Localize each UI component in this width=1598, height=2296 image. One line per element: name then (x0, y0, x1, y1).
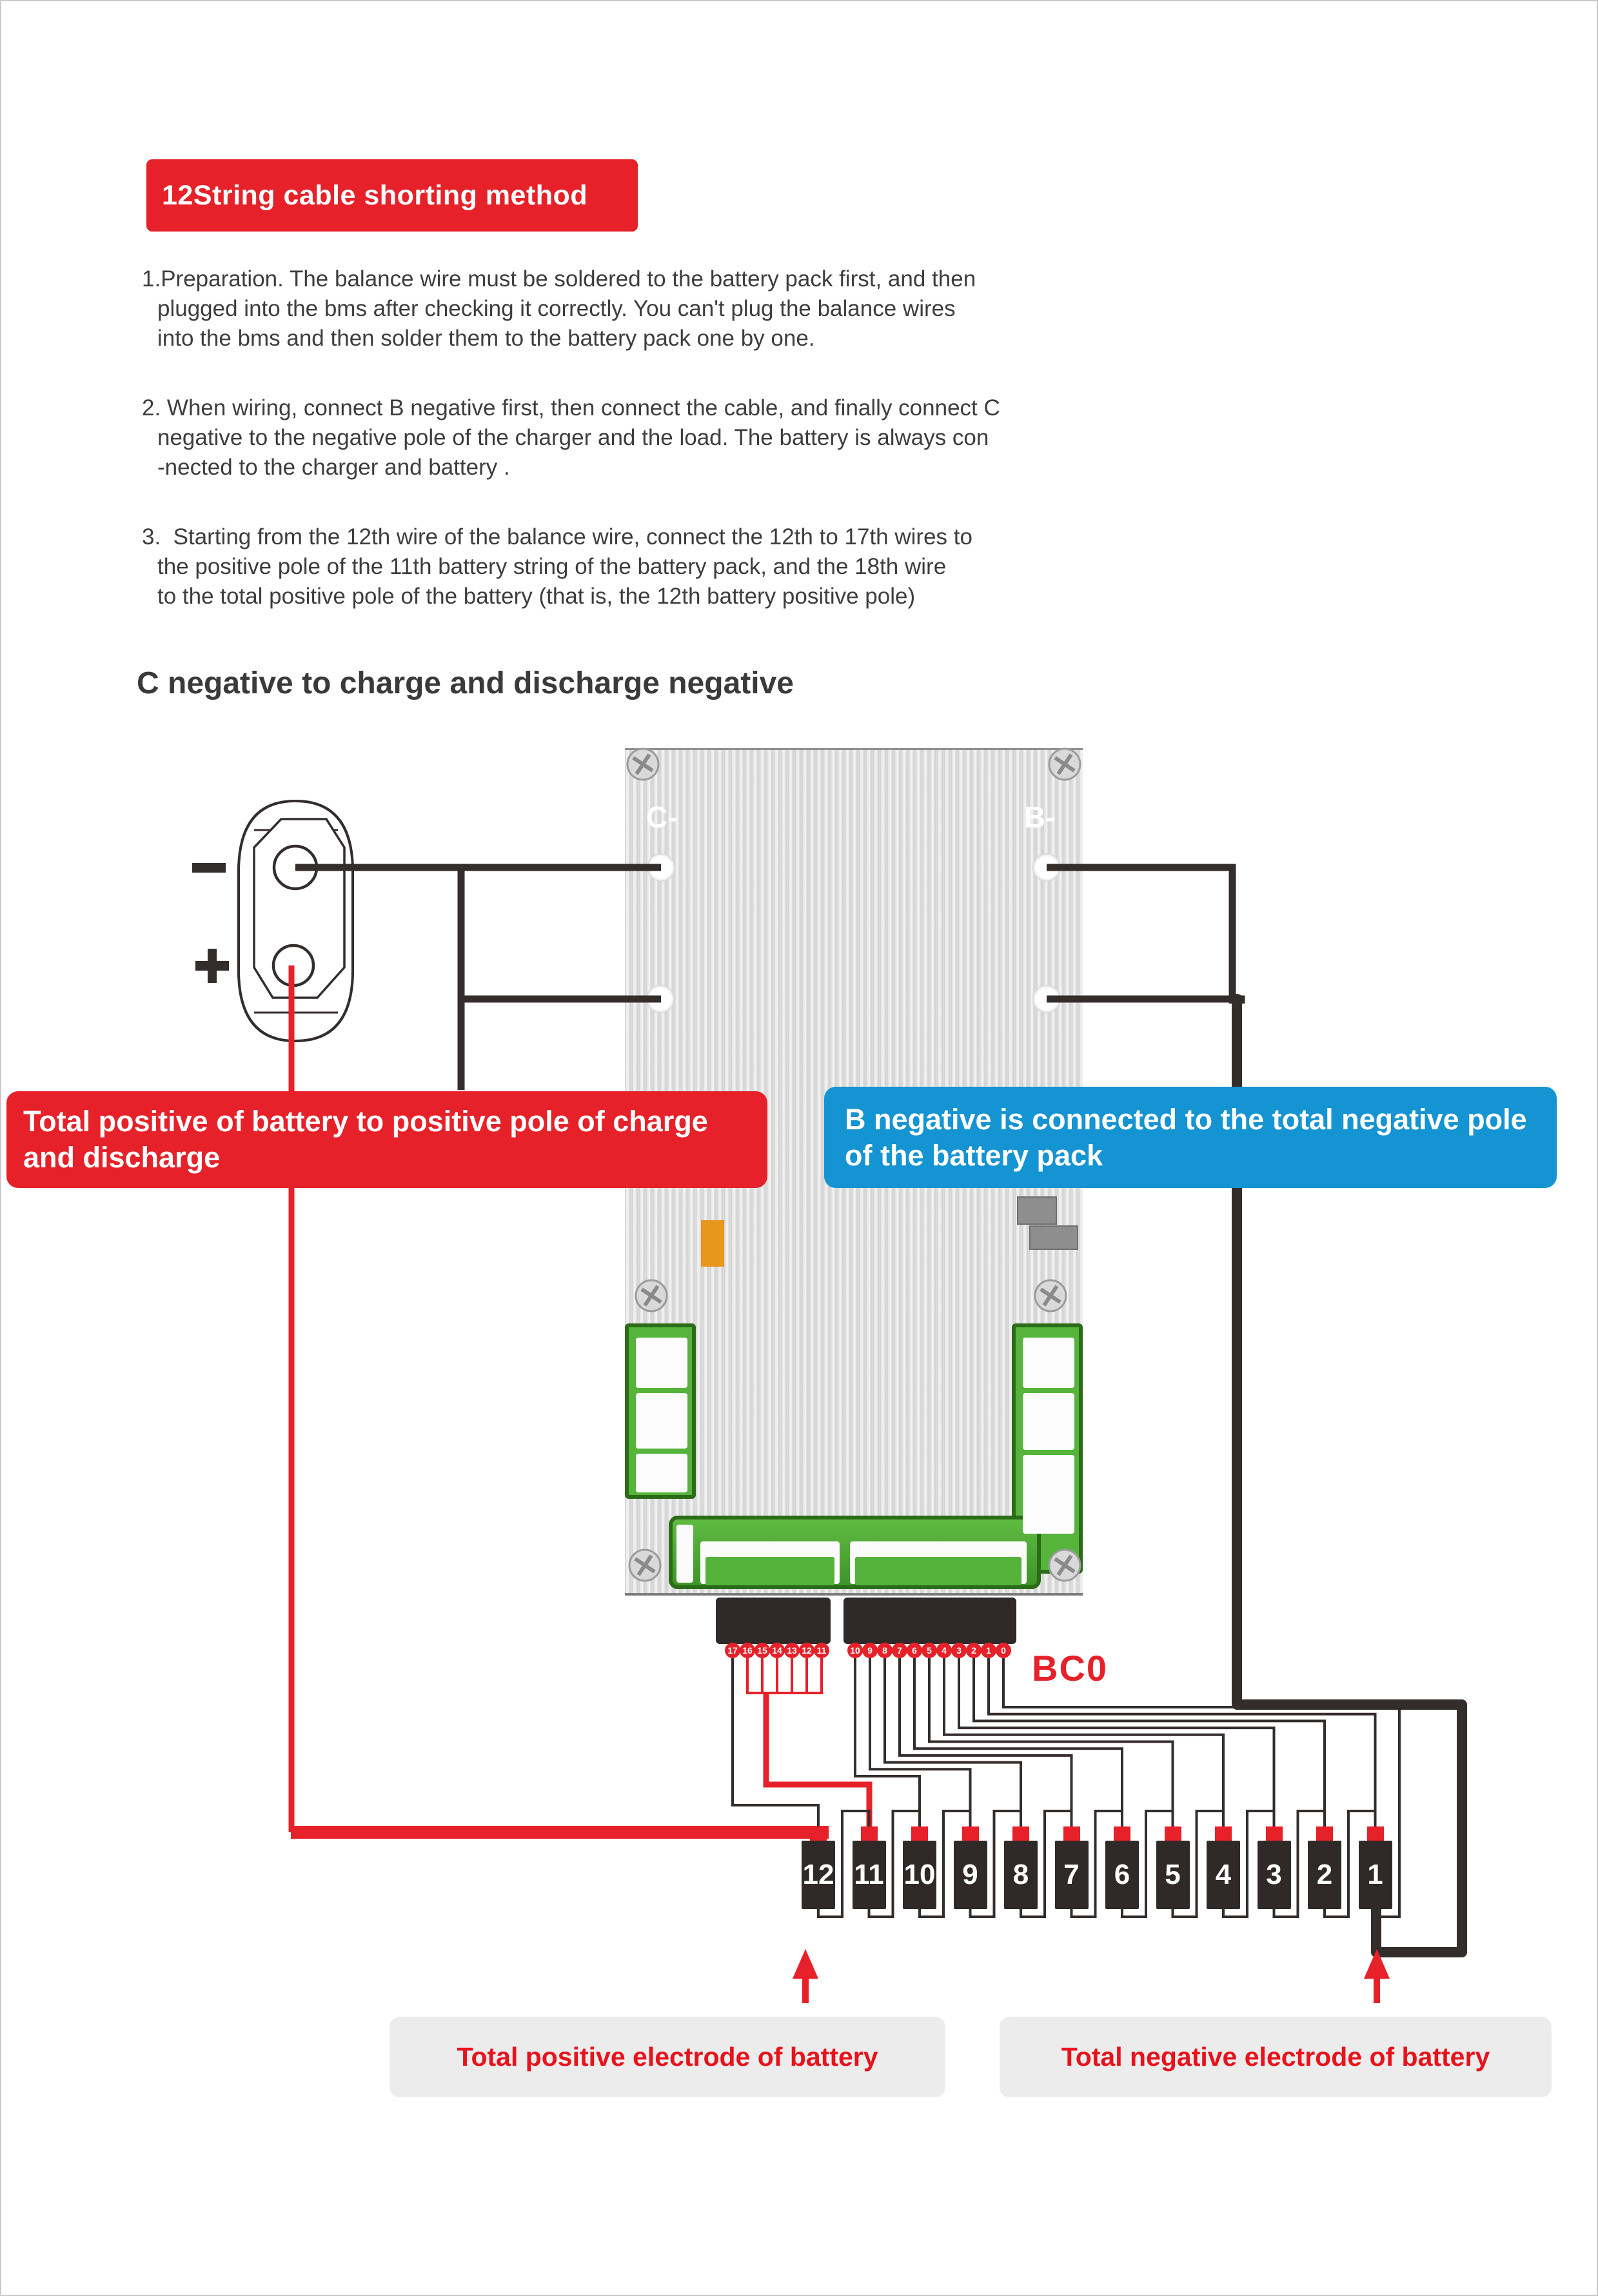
balance-pin-10: 10 (847, 1643, 863, 1658)
instruction-paragraph-3 (142, 522, 1316, 611)
battery-cell-8: 8 (1004, 1841, 1038, 1909)
battery-3-positive-cap (1266, 1826, 1283, 1841)
battery-cell-12: 12 (802, 1841, 835, 1909)
battery-2-positive-cap (1316, 1826, 1333, 1841)
balance-pin-6: 6 (907, 1643, 922, 1658)
balance-pin-8: 8 (877, 1643, 893, 1658)
callout-b-negative (824, 1087, 1557, 1188)
balance-wire-3 (959, 1658, 1274, 1828)
battery-5-positive-cap (1165, 1826, 1181, 1841)
wire-b-bottom (1047, 999, 1241, 1004)
title-badge (146, 159, 638, 232)
balance-pin-5: 5 (922, 1643, 937, 1658)
balance-pin-4: 4 (936, 1643, 952, 1658)
balance-wire-2 (974, 1658, 1325, 1828)
battery-cell-7: 7 (1055, 1841, 1089, 1909)
balance-pin-3: 3 (951, 1643, 967, 1658)
callout-total-positive-text: Total positive of battery to positive pole of charge and discharge (23, 1105, 708, 1174)
label-total-positive-text: Total positive electrode of battery (457, 2042, 878, 2072)
instruction-line: 2. When wiring, connect B negative first, then connect the cable, and finally connect C (142, 395, 1000, 421)
instruction-line: plugged into the bms after checking it correctly. You can't plug the balance wires (157, 296, 956, 321)
battery-cell-6: 6 (1105, 1841, 1139, 1909)
balance-wire-8 (885, 1658, 1021, 1828)
instruction-line: into the bms and then solder them to the battery pack one by one. (157, 326, 815, 351)
battery-cell-2: 2 (1308, 1841, 1341, 1909)
balance-pin-15: 15 (755, 1643, 770, 1658)
instruction-paragraph-2 (142, 393, 1316, 482)
battery-cell-9: 9 (954, 1841, 987, 1909)
balance-connector-left (716, 1598, 831, 1644)
instructions (142, 264, 1316, 651)
balance-pin-2: 2 (966, 1643, 981, 1658)
instruction-line: to the total positive pole of the battery (that is, the 12th battery positive pole) (157, 584, 916, 609)
battery-cell-5: 5 (1156, 1841, 1190, 1909)
battery-cell-1: 1 (1359, 1841, 1392, 1909)
title-badge-text: 12String cable shorting method (162, 179, 588, 211)
arrow-total-positive-shaft (802, 1972, 809, 2003)
battery-cell-10: 10 (903, 1841, 936, 1909)
balance-pin-0: 0 (996, 1643, 1011, 1658)
battery-cell-3: 3 (1258, 1841, 1291, 1909)
battery-10-positive-cap (911, 1826, 928, 1841)
balance-pin-12: 12 (799, 1643, 814, 1658)
battery-1-positive-cap (1367, 1826, 1384, 1841)
callout-b-negative-text: B negative is connected to the total negative pole of the battery pack (845, 1102, 1527, 1172)
instruction-line: 1.Preparation. The balance wire must be soldered to the battery pack first, and then (142, 266, 976, 292)
wire-b-top (1047, 867, 1232, 1004)
instruction-paragraph-1 (142, 264, 1316, 353)
battery-12-positive-cap (810, 1826, 827, 1841)
battery-cell-4: 4 (1207, 1841, 1240, 1909)
battery-4-positive-cap (1215, 1826, 1232, 1841)
instruction-line: 3. Starting from the 12th wire of the balance wire, connect the 12th to 17th wires to (142, 524, 972, 549)
battery-cell-11: 11 (853, 1841, 886, 1909)
label-total-negative (1000, 2017, 1552, 2097)
label-total-positive (390, 2017, 945, 2097)
connector-name: BC0 (1032, 1648, 1109, 1688)
instruction-line: -nected to the charger and battery . (157, 455, 510, 480)
balance-pin-11: 11 (814, 1643, 829, 1658)
balance-pin-14: 14 (769, 1643, 785, 1658)
arrow-total-negative-shaft (1374, 1972, 1380, 2003)
balance-pin-9: 9 (862, 1643, 878, 1658)
b-minus-label: B- (1024, 800, 1056, 834)
section-heading: C negative to charge and discharge negative (137, 666, 794, 700)
battery-6-positive-cap (1114, 1826, 1130, 1841)
battery-11-positive-cap (861, 1826, 878, 1841)
balance-wire-10 (855, 1658, 920, 1828)
battery-9-positive-cap (962, 1826, 979, 1841)
label-total-negative-text: Total negative electrode of battery (1061, 2042, 1490, 2072)
instruction-line: the positive pole of the 11th battery string of the battery pack, and the 18th wire (157, 554, 947, 579)
balance-pin-13: 13 (784, 1643, 800, 1658)
callout-total-positive (6, 1091, 767, 1188)
c-minus-label: C- (646, 800, 678, 834)
balance-pin-17: 17 (725, 1643, 740, 1658)
balance-pin-7: 7 (892, 1643, 907, 1658)
battery-8-positive-cap (1012, 1826, 1029, 1841)
balance-connector-right (843, 1598, 1016, 1644)
balance-pin-1: 1 (981, 1643, 996, 1658)
battery-7-positive-cap (1063, 1826, 1080, 1841)
instruction-line: negative to the negative pole of the charger and the load. The battery is always con (157, 425, 989, 450)
balance-pin-16: 16 (740, 1643, 755, 1658)
